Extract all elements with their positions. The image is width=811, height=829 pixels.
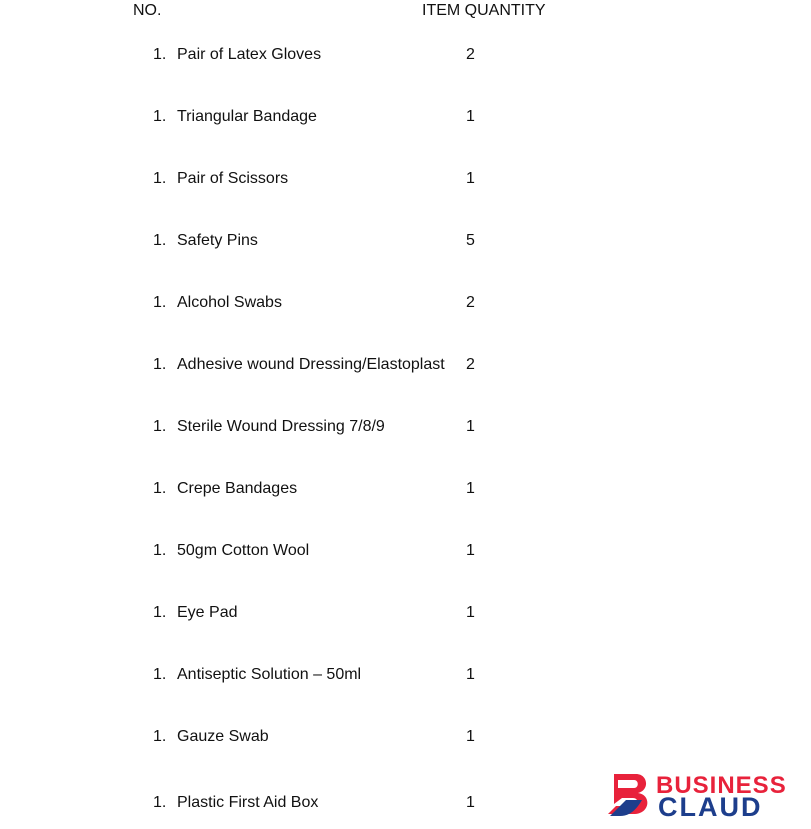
- item-name: 50gm Cotton Wool: [177, 542, 310, 559]
- logo-b-icon: [606, 770, 656, 820]
- list-item: [0, 665, 560, 685]
- list-item: [0, 727, 560, 747]
- item-quantity: 1: [466, 794, 475, 811]
- item-name: Eye Pad: [177, 604, 238, 621]
- item-quantity: 1: [466, 666, 475, 683]
- item-quantity: 2: [466, 294, 475, 311]
- item-name: Pair of Latex Gloves: [177, 46, 322, 63]
- item-number: 1.: [153, 794, 167, 811]
- item-name: Triangular Bandage: [177, 108, 317, 125]
- item-number: 1.: [153, 542, 167, 559]
- list-item: [0, 169, 560, 189]
- list-item: [0, 479, 560, 499]
- item-name: Safety Pins: [177, 232, 258, 249]
- list-item: [0, 45, 560, 65]
- item-name: Gauze Swab: [177, 728, 269, 745]
- item-name: Pair of Scissors: [177, 170, 289, 187]
- item-number: 1.: [153, 232, 167, 249]
- list-item: [0, 231, 560, 251]
- item-quantity: 2: [466, 46, 475, 63]
- item-name: Adhesive wound Dressing/Elastoplast: [177, 356, 445, 373]
- item-name: Sterile Wound Dressing 7/8/9: [177, 418, 385, 435]
- item-quantity: 2: [466, 356, 475, 373]
- item-quantity: 1: [466, 542, 475, 559]
- item-name: Alcohol Swabs: [177, 294, 282, 311]
- column-header-item-quantity: ITEM QUANTITY: [422, 2, 546, 19]
- item-quantity: 1: [466, 480, 475, 497]
- column-header-no: NO.: [133, 2, 162, 19]
- item-quantity: 1: [466, 108, 475, 125]
- item-number: 1.: [153, 604, 167, 621]
- item-name: Antiseptic Solution – 50ml: [177, 666, 362, 683]
- item-quantity: 1: [466, 728, 475, 745]
- list-item: [0, 107, 560, 127]
- item-quantity: 1: [466, 418, 475, 435]
- list-item: [0, 603, 560, 623]
- item-quantity: 1: [466, 604, 475, 621]
- item-number: 1.: [153, 728, 167, 745]
- list-item: [0, 355, 560, 375]
- logo-text-claud: CLAUD: [658, 792, 763, 822]
- item-name: Crepe Bandages: [177, 480, 298, 497]
- item-number: 1.: [153, 418, 167, 435]
- item-number: 1.: [153, 108, 167, 125]
- item-number: 1.: [153, 46, 167, 63]
- list-item: [0, 417, 560, 437]
- logo-text-business: BUSINESS: [656, 772, 787, 799]
- item-quantity: 1: [466, 170, 475, 187]
- item-number: 1.: [153, 666, 167, 683]
- item-quantity: 5: [466, 232, 475, 249]
- list-item: [0, 541, 560, 561]
- business-claud-logo: [606, 770, 798, 820]
- item-number: 1.: [153, 170, 167, 187]
- list-item: [0, 293, 560, 313]
- item-number: 1.: [153, 356, 167, 373]
- item-name: Plastic First Aid Box: [177, 794, 319, 811]
- item-number: 1.: [153, 480, 167, 497]
- list-item: [0, 793, 560, 813]
- item-number: 1.: [153, 294, 167, 311]
